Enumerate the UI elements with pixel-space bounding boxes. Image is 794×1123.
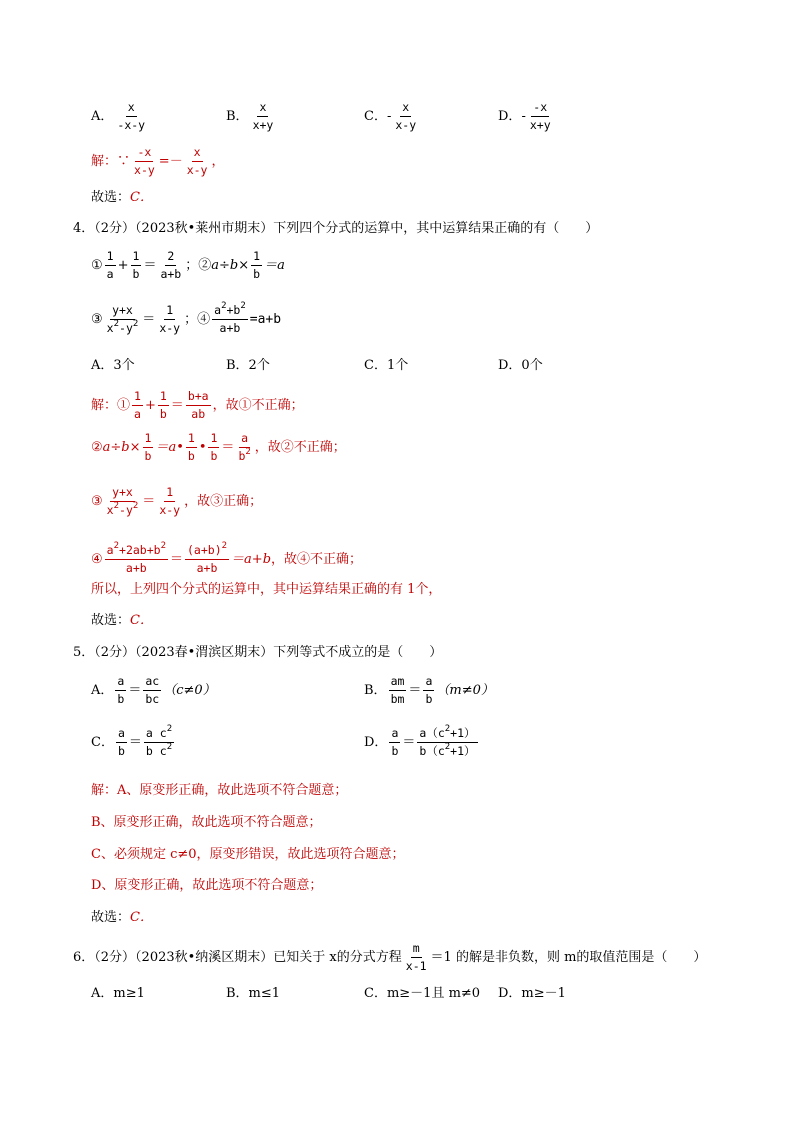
q4-option-b: B．2个 — [226, 358, 270, 373]
q3-option-b: B． $\frac{x}{x+y}$ — [226, 100, 274, 132]
q4-expr-1-2: ① $\frac{1}{a}$ + $\frac{1}{b}$ ＝ $\frac{2}{a+b}$ ；②a÷b× $\frac{1}{b}$ ＝a — [91, 249, 285, 281]
q5-answer: 故选：C． — [91, 910, 153, 925]
q5-option-a: A． $\frac{a}{b}$ ＝ $\frac{ac}{bc}$ （c≠0） — [91, 674, 216, 706]
q3-solution: 解：∵ $\frac{-x}{x-y}$ =－ $\frac{x}{x-y}$ ， — [91, 145, 225, 177]
q6-option-b: B．m≤1 — [226, 986, 281, 1001]
q3-option-d: D．- $\frac{-x}{x+y}$ — [498, 100, 551, 132]
fraction: $\frac{x}{x-y}$ — [395, 100, 417, 132]
q6-stem: 6．（2分）（2023秋•纳溪区期末）已知关于 x的分式方程 $\frac{m}{x-1}$ ＝1 的解是非负数，则 m的取值范围是（ ） — [73, 941, 707, 973]
q5-option-c: C． $\frac{a}{b}$ ＝ $\frac{a c^2}{b c^2}$ — [91, 724, 173, 758]
q4-option-a: A．3个 — [91, 358, 135, 373]
q5-option-b: B． $\frac{am}{bm}$ ＝ $\frac{a}{b}$ （m≠0） — [364, 674, 494, 706]
q3-answer: 故选：C． — [91, 190, 153, 205]
q5-solution-b: B、原变形正确，故此选项不符合题意； — [91, 815, 322, 830]
q5-stem: 5．（2分）（2023春•渭滨区期末）下列等式不成立的是（ ） — [73, 645, 443, 660]
q4-expr-3-4: ③ $\frac{y+x}{x^2-y^2}$ ＝ $\frac{1}{x-y}$ ；④ $\frac{a^2+b^2}{a+b}$ =a+b — [91, 301, 282, 335]
q5-solution-d: D、原变形正确，故此选项不符合题意； — [91, 878, 323, 893]
q6-option-c: C．m≥－1且 m≠0 — [364, 986, 481, 1001]
q4-solution-3: ③ $\frac{y+x}{x^2-y^2}$ ＝ $\frac{1}{x-y}$ ，故③正确； — [91, 485, 263, 517]
q4-stem: 4．（2分）（2023秋•莱州市期末）下列四个分式的运算中，其中运算结果正确的有（ ） — [73, 221, 599, 236]
q4-answer: 故选：C． — [91, 613, 153, 628]
q5-solution-a: 解：A、原变形正确，故此选项不符合题意； — [91, 783, 348, 798]
fraction: $\frac{-x}{x+y}$ — [529, 100, 551, 132]
fraction: $\frac{x}{x+y}$ — [252, 100, 274, 132]
q3-option-c: C．- $\frac{x}{x-y}$ — [364, 100, 417, 132]
q6-option-a: A．m≥1 — [91, 986, 145, 1001]
fraction: $\frac{x}{x-y}$ — [186, 145, 208, 177]
q6-option-d: D．m≥－1 — [498, 986, 566, 1001]
q3-option-a: A． $\frac{x}{-x-y}$ — [91, 100, 146, 132]
q4-solution-2: ②a÷b× $\frac{1}{b}$ ＝a• $\frac{1}{b}$ • $\frac{1}{b}$ ＝ $\frac{a}{b^2}$ ，故②不正确； — [91, 431, 346, 463]
fraction: $\frac{x}{-x-y}$ — [117, 100, 146, 132]
q4-option-c: C．1个 — [364, 358, 409, 373]
fraction: $\frac{-x}{x-y}$ — [134, 145, 155, 177]
q5-option-d: D． $\frac{a}{b}$ ＝ $\frac{a(c^2+1)}{b(c^2+1)}$ — [364, 724, 476, 758]
q4-option-d: D．0个 — [498, 358, 543, 373]
q4-solution-1: 解：① $\frac{1}{a}$ + $\frac{1}{b}$ ＝ $\frac{b+a}{ab}$ ，故①不正确； — [91, 389, 304, 421]
q5-solution-c: C、必须规定 c≠0，原变形错误，故此选项符合题意； — [91, 847, 405, 862]
q4-summary: 所以，上列四个分式的运算中，其中运算结果正确的有 1个， — [91, 582, 442, 597]
q4-solution-4: ④ $\frac{a^2+2ab+b^2}{a+b}$ ＝ $\frac{(a+b)^2}{a+b}$ ＝a+b，故④不正确； — [91, 541, 363, 575]
